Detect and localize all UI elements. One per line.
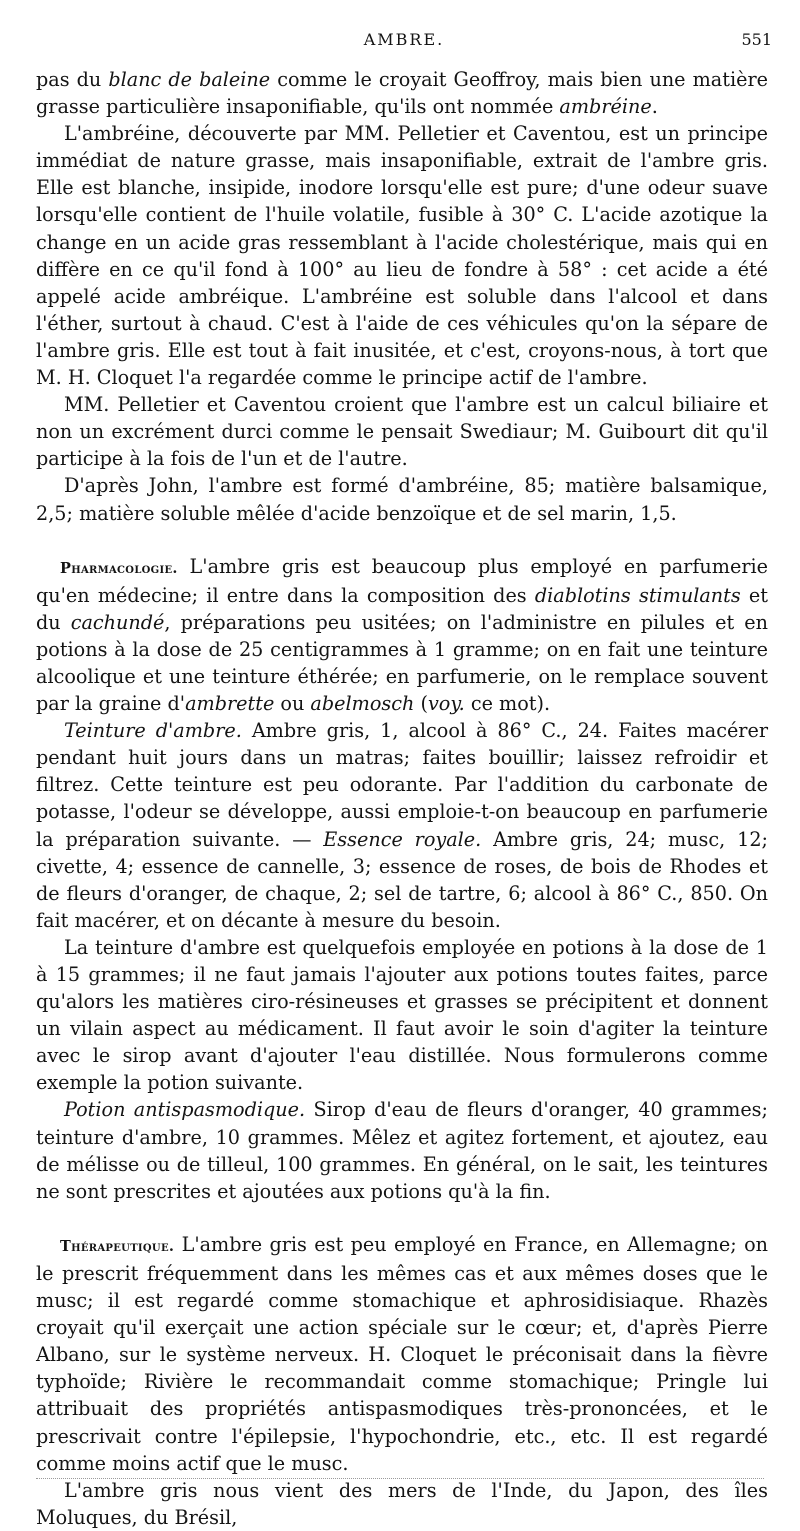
- text-run: Ambre gris, 1, alcool à 86° C., 24. Faites macérer pendant huit jours dans un matras; faites bouillir; laissez refroidir et filtrez. Cette teinture est peu odorante. Par l'addition du carbonate de potasse, l'odeur se développe, aussi emploie-t-on beaucoup en parfumerie la préparation suivante. —: [36, 719, 769, 851]
- paragraph-ambreine: L'ambréine, découverte par MM. Pelletier et Caventou, est un principe immédiat de nature grasse, mais insaponifiable, extrait de l'ambre gris. Elle est blanche, insipide, inodore lorsqu'elle est pure; d'une odeur suave lorsqu'elle contient de l'huile volatile, fusible à 30° C. L'acide azotique la change en un acide gras ressemblant à l'acide cholestérique, mais qui en diffère en ce qu'il fond à 100° au lieu de fondre à 58° : cet acide a été appelé acide ambréique. L'ambréine est soluble dans l'alcool et dans l'éther, surtout à chaud. C'est à l'aide de ces véhicules qu'on la sépare de l'ambre gris. Elle est tout à fait inusitée, et c'est, croyons-nous, à tort que M. H. Cloquet l'a regardée comme le principe actif de l'ambre.: [36, 122, 768, 390]
- text-run: comme le croyait Geoffroy, mais bien une matière grasse particulière insaponifiable, qu'ils ont nommée: [36, 68, 768, 119]
- paragraph-teinture-usage: La teinture d'ambre est quelquefois employée en potions à la dose de 1 à 15 grammes; il ne faut jamais l'ajouter aux potions toutes faites, parce qu'alors les matières ciro-résineuses et grasses se précipitent et donnent un vilain aspect au médicament. Il faut avoir le soin d'agiter la teinture avec le sirop avant d'ajouter l'eau distillée. Nous formulerons comme exemple la potion suivante.: [36, 935, 768, 1095]
- footer-rule: [36, 1478, 764, 1479]
- paragraph-origin: MM. Pelletier et Caventou croient que l'ambre est un calcul biliaire et non un excrément durci comme le pensait Swediaur; M. Guibourt dit qu'il participe à la fois de l'un et de l'autre.: [36, 393, 768, 471]
- paragraph-provenance: L'ambre gris nous vient des mers de l'Inde, du Japon, des îles Moluques, du Brésil,: [36, 1478, 768, 1529]
- page-number: 551: [741, 30, 772, 49]
- running-title: AMBRE.: [363, 30, 445, 49]
- text-run: .: [651, 95, 658, 119]
- term-italic: ambréine: [559, 95, 652, 119]
- text-run: (: [414, 692, 428, 716]
- term-italic: voy.: [427, 692, 465, 716]
- text-run: pas du: [36, 68, 109, 91]
- paragraph-composition: D'après John, l'ambre est formé d'ambréine, 85; matière balsamique, 2,5; matière soluble mêlée d'acide benzoïque et de sel marin, 1,5.: [36, 474, 768, 525]
- text-run: ou: [274, 692, 311, 716]
- recipe-title-italic: Teinture d'ambre.: [64, 719, 242, 743]
- text-run: , préparations peu usitées; on l'administre en pilules et en potions à la dose de 25 centigrammes à 1 gramme; on en fait une teinture alcoolique et une teinture éthérée; en parfumerie, on le remplace souvent par la graine d': [36, 610, 768, 716]
- term-italic: abelmosch: [310, 692, 415, 716]
- paragraph-teinture: [36, 717, 768, 934]
- section-heading-pharmacologie: Pharmacologie.: [60, 559, 178, 577]
- recipe-title-italic: Potion antispasmodique.: [64, 1098, 306, 1122]
- recipe-title-italic: Essence royale.: [323, 827, 482, 851]
- text-run: Sirop d'eau de fleurs d'oranger, 40 grammes; teinture d'ambre, 10 grammes. Mêlez et agitez fortement, et ajoutez, eau de mélisse ou de tilleul, 100 grammes. En général, on le sait, les teintures ne sont prescrites et ajoutées aux potions qu'à la fin.: [36, 1098, 768, 1203]
- paragraph-therapeutique: [36, 1231, 768, 1477]
- paragraph-continuation: [36, 66, 768, 120]
- text-run: L'ambre gris est beaucoup plus employé en parfumerie qu'en médecine; il entre dans la composition des: [36, 554, 768, 607]
- page-body: [36, 66, 768, 1531]
- term-italic: ambrette: [185, 692, 275, 716]
- term-italic: diablotins stimulants: [534, 583, 741, 607]
- text-run: L'ambre gris est peu employé en France, en Allemagne; on le prescrit fréquemment dans les mêmes cas et aux mêmes doses que le musc; il est regardé comme stomachique et aphrosidisiaque. Rhazès croyait qu'il exerçait une action spéciale sur le cœur; et, d'après Pierre Albano, sur le système nerveux. H. Cloquet le préconisait dans la fièvre typhoïde; Rivière le recommandait comme stomachique; Pringle lui attribuait des propriétés antispasmodiques très-prononcées, et le prescrivait contre l'épilepsie, l'hypochondrie, etc., etc. Il est regardé comme moins actif que le musc.: [36, 1232, 768, 1475]
- paragraph-potion: [36, 1096, 768, 1204]
- text-run: Ambre gris, 24; musc, 12; civette, 4; essence de cannelle, 3; essence de roses, de bois de Rhodes et de fleurs d'oranger, de chaque, 2; sel de tartre, 6; alcool à 86° C., 850. On fait macérer, et on décante à mesure du besoin.: [36, 827, 768, 932]
- running-head: [36, 30, 772, 54]
- term-italic: blanc de baleine: [108, 68, 271, 91]
- text-run: et du: [36, 583, 768, 634]
- paragraph-pharmacologie: [36, 553, 768, 718]
- section-heading-therapeutique: Thérapeutique.: [60, 1237, 175, 1255]
- term-italic: cachundé: [70, 610, 165, 634]
- text-run: ce mot).: [464, 692, 551, 716]
